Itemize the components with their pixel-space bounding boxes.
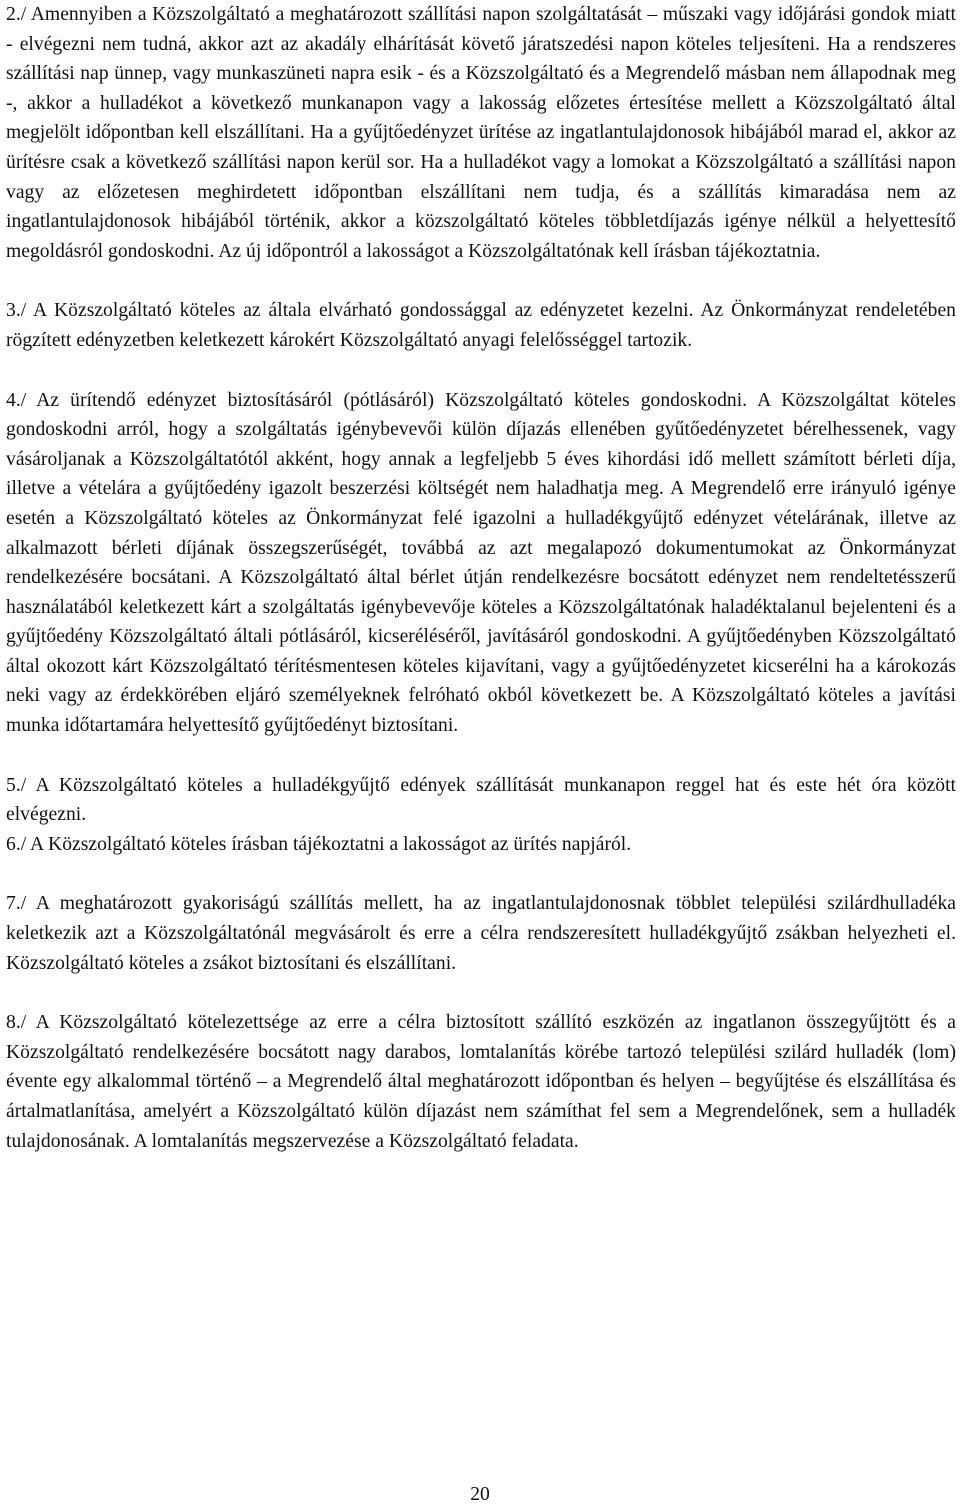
paragraph-spacer [6,741,956,771]
paragraph-2: 2./ Amennyiben a Közszolgáltató a meghatározott szállítási napon szolgáltatását – műszaki vagy időjárási gondok miatt - elvégezni nem tudná, akkor azt az akadály elhárítását követő járatszedési napon köteles teljesíteni. Ha a rendszeres szállítási nap ünnep, vagy munkaszüneti napra esik - és a Közszolgáltató és a Megrendelő másban nem állapodnak meg -, akkor a hulladékot a következő munkanapon vagy a lakosság előzetes értesítése mellett a Közszolgáltató által megjelölt időpontban kell elszállítani. Ha a gyűjtőedényzet ürítése az ingatlantulajdonosok hibájából marad el, akkor az ürítésre csak a következő szállítási napon kerül sor. Ha a hulladékot vagy a lomokat a Közszolgáltató a szállítási napon vagy az előzetesen meghirdetett időpontban elszállítani nem tudja, és a szállítás kimaradása nem az ingatlantulajdonosok hibájából történik, akkor a közszolgáltató köteles többletdíjazás igénye nélkül a helyettesítő megoldásról gondoskodni. Az új időpontról a lakosságot a Közszolgáltatónak kell írásban tájékoztatnia. [6,4,956,262]
page-number: 20 [470,1484,490,1505]
paragraph-5: 5./ A Közszolgáltató köteles a hulladékgyűjtő edények szállítását munkanapon reggel hat és este hét óra között elvégezni. [6,774,956,826]
paragraph-4: 4./ Az ürítendő edényzet biztosításáról (pótlásáról) Közszolgáltató köteles gondoskodni. A Közszolgáltat köteles gondoskodni arról, hogy a szolgáltatás igénybevevői külön díjazás ellenében gyűtőedényzetet bérelhessenek, vagy vásároljanak a Közszolgáltatótól akként, hogy annak a legfeljebb 5 éves kihordási idő mellett számított bérleti díja, illetve a vételára a gyűjtőedény igazolt beszerzési költségét nem haladhatja meg. A Megrendelő erre irányuló igénye esetén a Közszolgáltató köteles az Önkormányzat felé igazolni a hulladékgyűjtő edényzet vételárának, illetve az alkalmazott bérleti díjának összegszerűségét, továbbá az azt megalapozó dokumentumokat az Önkormányzat rendelkezésére bocsátani. A Közszolgáltató által bérlet útján rendelkezésre bocsátott edényzet nem rendeltetésszerű használatából keletkezett kárt a szolgáltatás igénybevevője köteles a Közszolgáltatónak haladéktalanul bejelenteni és a gyűjtőedény Közszolgáltató általi pótlásáról, kicseréléséről, javításáról gondoskodni. A gyűjtőedényben Közszolgáltató által okozott kárt Közszolgáltató térítésmentesen köteles kijavítani, vagy a gyűjtőedényzetet kicserélni ha a károkozás neki vagy az érdekkörében eljáró személyeknek felróható okból következett be. A Közszolgáltató köteles a javítási munka időtartamára helyettesítő gyűjtőedényt biztosítani. [6,389,956,737]
paragraph-spacer [6,859,956,889]
paragraph-7: 7./ A meghatározott gyakoriságú szállítás mellett, ha az ingatlantulajdonosnak többlet települési szilárdhulladéka keletkezik azt a Közszolgáltatónál megvásárolt és erre a célra rendszeresített hulladékgyűjtő zsákban helyezheti el. Közszolgáltató köteles a zsákot biztosítani és elszállítani. [6,893,956,974]
paragraph-spacer [6,356,956,386]
paragraph-spacer [6,266,956,296]
document-page [6,0,956,1509]
paragraph-8: 8./ A Közszolgáltató kötelezettsége az erre a célra biztosított szállító eszközén az ingatlanon összegyűjtött és a Közszolgáltató rendelkezésére bocsátott nagy darabos, lomtalanítás körébe tartozó települési szilárd hulladék (lom) évente egy alkalommal történő – a Megrendelő által meghatározott időpontban és helyen – begyűjtése és elszállítása és ártalmatlanítása, amelyért a Közszolgáltató külön díjazást nem számíthat fel sem a Megrendelőnek, sem a hulladék tulajdonosának. A lomtalanítás megszervezése a Közszolgáltató feladata. [6,1012,956,1152]
paragraph-6: 6./ A Közszolgáltató köteles írásban tájékoztatni a lakosságot az ürítés napjáról. [6,833,632,855]
paragraph-spacer [6,978,956,1008]
paragraph-3: 3./ A Közszolgáltató köteles az általa elvárható gondossággal az edényzetet kezelni. Az Önkormányzat rendeletében rögzített edényzetben keletkezett károkért Közszolgáltató anyagi felelősséggel tartozik. [6,300,956,351]
